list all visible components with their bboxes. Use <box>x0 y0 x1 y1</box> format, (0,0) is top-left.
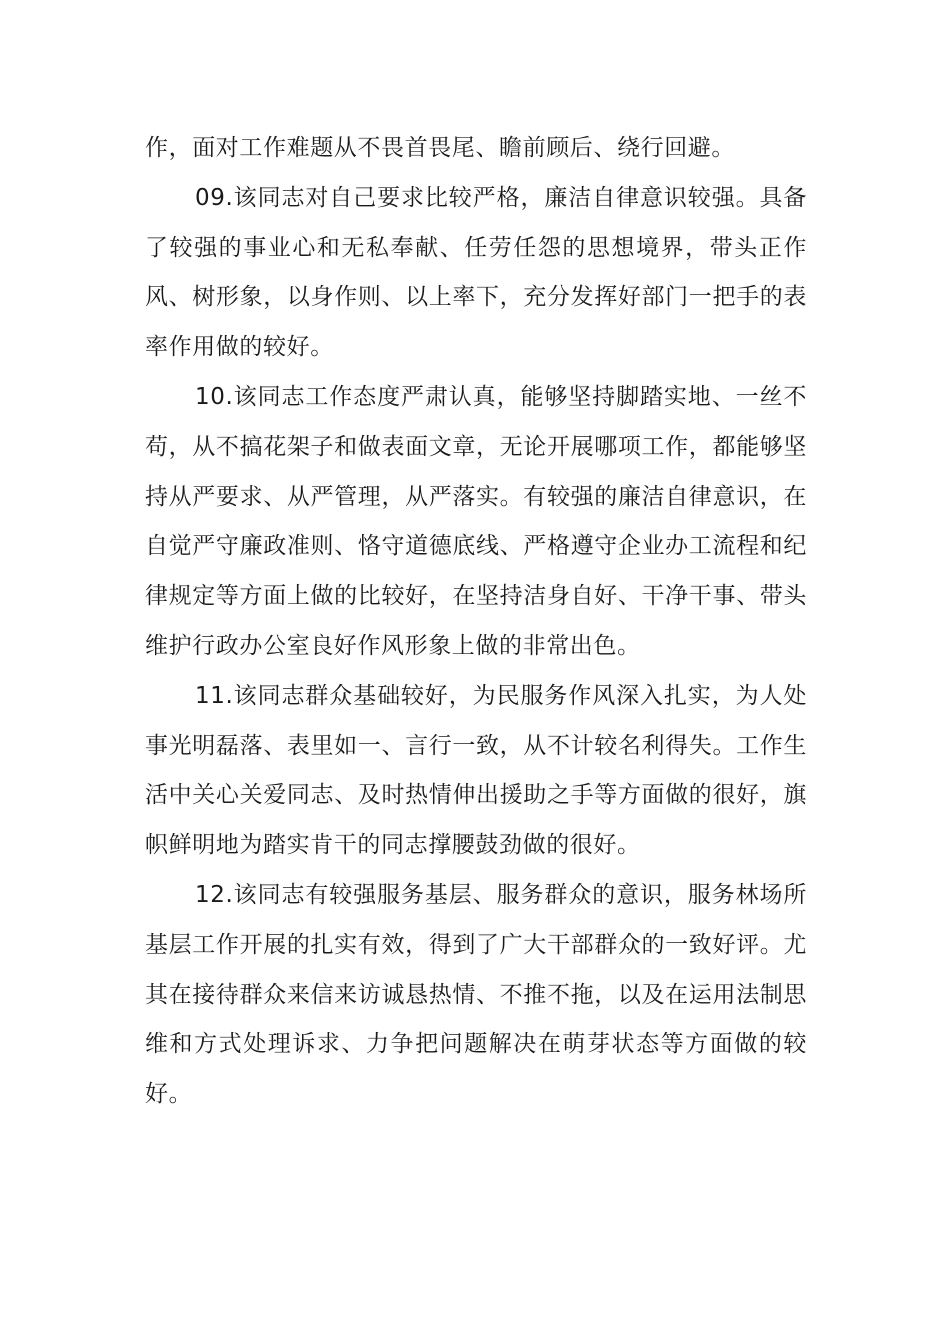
paragraph-item-09: 09.该同志对自己要求比较严格，廉洁自律意识较强。具备了较强的事业心和无私奉献、任劳任怨的思想境界，带头正作风、树形象，以身作则、以上率下，充分发挥好部门一把手的表率作用做的较好。 <box>145 184 807 361</box>
paragraph-item-12: 12.该同志有较强服务基层、服务群众的意识，服务林场所基层工作开展的扎实有效，得到了广大干部群众的一致好评。尤其在接待群众来信来访诚恳热情、不推不拖，以及在运用法制思维和方式处理诉求、力争把问题解决在萌芽状态等方面做的较好。 <box>145 881 807 1108</box>
paragraph-continuation: 作，面对工作难题从不畏首畏尾、瞻前顾后、绕行回避。 <box>145 135 735 161</box>
paragraph-item-11: 11.该同志群众基础较好，为民服务作风深入扎实，为人处事光明磊落、表里如一、言行一致，从不计较名利得失。工作生活中关心关爱同志、及时热情伸出援助之手等方面做的很好，旗帜鲜明地为踏实肯干的同志撑腰鼓劲做的很好。 <box>145 682 807 859</box>
paragraph-item-10: 10.该同志工作态度严肃认真，能够坚持脚踏实地、一丝不苟，从不搞花架子和做表面文章，无论开展哪项工作，都能够坚持从严要求、从严管理，从严落实。有较强的廉洁自律意识，在自觉严守廉政准则、恪守道德底线、严格遵守企业办工流程和纪律规定等方面上做的比较好，在坚持洁身自好、干净干事、带头维护行政办公室良好作风形象上做的非常出色。 <box>145 383 807 659</box>
document-body <box>145 124 807 1120</box>
